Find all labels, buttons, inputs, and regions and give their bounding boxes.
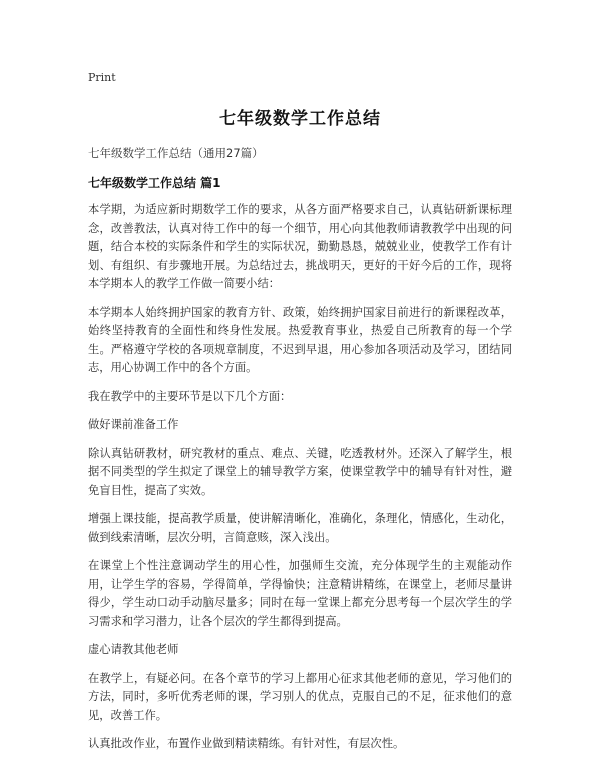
print-link[interactable]: Print — [88, 71, 116, 84]
section-heading: 七年级数学工作总结 篇1 — [88, 176, 221, 190]
paragraph-teaching-skills: 增强上课技能，提高教学质量，使讲解清晰化，准确化，条理化，情感化，生动化，做到线索清晰，层次分明，言简意赅，深入浅出。 — [88, 512, 512, 544]
page-title: 七年级数学工作总结 — [219, 109, 381, 129]
subheading-lesson-prep: 做好课前准备工作 — [88, 418, 179, 431]
paragraph-consult-teachers: 在教学上，有疑必问。在各个章节的学习上都用心征求其他老师的意见，学习他们的方法，同时，多听优秀老师的课，学习别人的优点，克服自己的不足，征求他们的意见，改善工作。 — [88, 671, 512, 722]
paragraph-attitude: 本学期本人始终拥护国家的教育方针、政策，始终拥护国家目前进行的新课程改革，始终坚持教育的全面性和终身性发展。热爱教育事业，热爱自己所教育的每一个学生。严格遵守学校的各项规章制度，不迟到早退，用心参加各项活动及学习，团结同志，用心协调工作中的各个方面。 — [88, 305, 512, 374]
document-subtitle: 七年级数学工作总结（通用27篇） — [88, 146, 264, 160]
paragraph-main-points: 我在教学中的主要环节是以下几个方面： — [88, 389, 292, 403]
subheading-consult-teachers: 虚心请教其他老师 — [88, 643, 179, 656]
paragraph-homework: 认真批改作业，布置作业做到精读精练。有针对性，有层次性。 — [88, 737, 405, 750]
paragraph-classroom: 在课堂上个性注意调动学生的用心性，加强师生交流，充分体现学生的主观能动作用，让学生学的容易，学得简单，学得愉快；注意精讲精练，在课堂上，老师尽量讲得少，学生动口动手动脑尽量多；同时在每一堂课上都充分思考每一个层次学生的学习需求和学习潜力，让各个层次的学生都得到提高。 — [88, 559, 512, 628]
paragraph-lesson-prep: 除认真钻研教材，研究教材的重点、难点、关键，吃透教材外。还深入了解学生，根据不同类型的学生拟定了课堂上的辅导教学方案，使课堂教学中的辅导有针对性，避免盲目性，提高了实效。 — [88, 446, 512, 497]
paragraph-intro: 本学期，为适应新时期数学工作的要求，从各方面严格要求自己，认真钻研新课标理念，改善教法，认真对待工作中的每一个细节，用心向其他教师请教教学中出现的问题，结合本校的实际条件和学生的实际状况，勤勤恳恳，兢兢业业，使教学工作有计划、有组织、有步骤地开展。为总结过去，挑战明天，更好的干好今后的工作，现将本学期本人的教学工作做一简要小结： — [88, 203, 512, 290]
